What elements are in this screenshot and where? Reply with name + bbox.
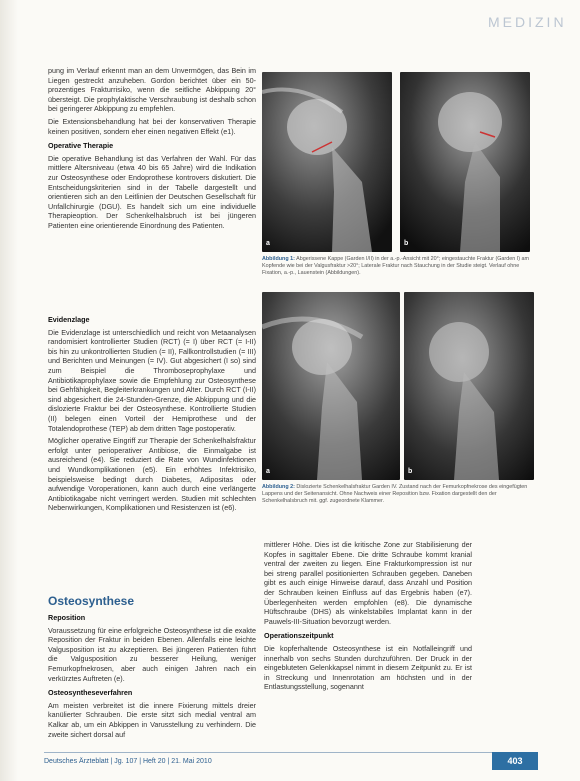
panel-letter-1b: b	[404, 240, 409, 247]
column-1-bottom	[48, 590, 256, 742]
section-heading-osteosynthese: Osteosynthese	[48, 594, 135, 608]
subheading-operative-therapie: Operative Therapie	[48, 141, 114, 151]
figure-1-caption	[262, 256, 530, 277]
panel-letter-1a: a	[266, 240, 270, 247]
figure-2-caption	[262, 484, 534, 505]
paragraph: Die Extensionsbehandlung hat bei der konservativen Therapie keinen positiven, sondern eher einen negativen Effekt (e1).	[48, 116, 256, 136]
paragraph: Die kopferhaltende Osteosynthese ist ein Notfalleingriff und innerhalb von sechs Stunden durchzuführen. Der Druck in der eingeblutеten Gelenkkapsel nimmt in diesem Zeitpunkt zu. Er ist in Streckung und Innenrotation am höchsten und in der Entlastungsstellung, sogenannt	[264, 643, 472, 692]
subheading-evidenzlage: Evidenzlage	[48, 315, 90, 324]
panel-letter-2b: b	[408, 468, 413, 475]
caption-title: Abbildung 2:	[262, 484, 295, 490]
column-2-bottom	[264, 540, 472, 695]
panel-letter-2a: a	[266, 468, 270, 475]
subheading-reposition: Reposition	[48, 613, 86, 622]
column-1-middle	[48, 310, 256, 516]
paragraph: Die operative Behandlung ist das Verfahren der Wahl. Für das mittlere Altersniveau (etwa 40 bis 65 Jahre) wird die Indikation zur Osteosynthese oder Endoprothese kontrovers diskutiert. Die Entscheidungskriterien sind in der Tabelle dargestellt und orientieren sich an den Leitlinien der Deutschen Gesellschaft für Unfallchirurgie (DGU). Es handelt sich um eine individuelle Therapieoption. Der Schenkelhalsbruch ist bei jüngeren Patienten eine orientierende Einordnung des Patienten.	[48, 153, 256, 230]
paragraph: mittlerer Höhe. Dies ist die kritische Zone zur Stabilisierung der Kopfes in sagittaler Ebene. Die dritte Schraube kommt kranial ventral der zweiten zu liegen. Eine Frakturkompression ist nur bei streng parallel positionierten Schrauben gegeben. Daneben gibt es auch einige Hinweise darauf, dass Anzahl und Position der Schrauben keinen Einfluss auf das Ergebnis haben (e7). Überlegenheiten werden empfohlen (e8). Die dynamische Hüftschraube (DHS) als winkelstabiles Implantat kann in der Pauwels-III-Situation bevorzugt werden.	[264, 540, 472, 626]
paragraph: pung im Verlauf erkennt man an dem Unvermögen, das Bein im Liegen gestreckt anzuheben. Gordon berichtet über ein 50-prozentiges Frakturrisiko, wenn die seitliche Abkippung 20° übersteigt. Die prophylaktische Verschraubung ist deshalb schon bei geringerer Abkippung zu empfehlen.	[48, 66, 256, 114]
xray-image-2b	[404, 292, 534, 480]
page-number: 403	[492, 752, 538, 770]
caption-text: Dislozierte Schenkelhalsfraktur Garden IV. Zustand nach der Femurkopfnekrose des eingefügten Lappens und der Seitenansicht. Ohne Nachweis einer Reposition bzw. Fixation dargestellt den der Schenkelhalsbruch mit. ggf. zugeordnete Klammer.	[262, 484, 528, 504]
paragraph: Die Evidenzlage ist unterschiedlich und reicht von Metaanalysen randomisiert kontrollierter Studien (RCT) (= I) über RCT (= I-II) bis hin zu unkontrollierten Studien (= II), Fallkontrollstudien (= III) und Berichten und Meinungen (= IV). Gut abgesichert (I so) sind zum Beispiel die Thromboseprophylaxe und Antibiotikaprophylaxe sowie die Empfehlung zur Osteosynthese bei Gehfähigkeit, Begleiterkrankungen und Alter. Durch RCT (I-II) sind abgesichert die 24-Stunden-Grenze, die Abkippung und die dislozierte Fraktur bei der Osteosynthese. Kontrollierte Studien (II) belegen einen Vorteil der Hemiprothese und der Totalendoprothese (TEP) ab dem dritten Tage postoperativ.	[48, 327, 256, 433]
subheading-osteosyntheseverfahren: Osteosyntheseverfahren	[48, 688, 133, 698]
xray-image-2a	[262, 292, 400, 480]
paragraph: Voraussetzung für eine erfolgreiche Osteosynthese ist die exakte Reposition der Fraktur in beiden Ebenen. Allenfalls eine leichte Valgusposition ist zu akzeptieren. Bei jüngeren Patienten führt die Valgusposition zu besserer Heilung, weniger Femurkopfnekrosen, aber auch einigen Jahren nach ein verkürztes Auftreten (e).	[48, 625, 256, 683]
column-1-top	[48, 66, 256, 234]
subheading-operationszeitpunkt: Operationszeitpunkt	[264, 631, 334, 641]
journal-footer: Deutsches Ärzteblatt | Jg. 107 | Heft 20 | 21. Mai 2010	[44, 758, 212, 765]
xray-image-1b	[400, 72, 530, 252]
xray-image-1a	[262, 72, 392, 252]
paragraph: Am meisten verbreitet ist die innere Fixierung mittels dreier kanülierter Schrauben. Die erste sitzt sich medial ventral am Kalkar ab, um ein Abkippen in Varusstellung zu verhindern. Die zweite sichert dorsal auf	[48, 700, 256, 739]
caption-text: Abgerissene Kappe (Garden I/II) in der a.-p.-Ansicht mit 20°; eingestauchte Fraktur (Garden I) am Kopfende wie bei der Valgusfraktur >20°; Laterale Fraktur nach Stauchung in der Studie steigt. Verlauf ohne Fixation, a.-p., Lauenstein (Abbildungen).	[262, 256, 530, 276]
caption-title: Abbildung 1:	[262, 256, 295, 262]
footer-rule	[44, 752, 494, 753]
paragraph: Möglicher operative Eingriff zur Therapie der Schenkelhalsfraktur erfolgt unter perioperativer Antibiose, die Einmalgabe ist ausreichend (e4). Sie reduziert die Rate von Wundinfektionen und Wundkomplikationen (e5). Ein erhöhtes Infektrisiko, beispielsweise bedingt durch Diabetes, Adipositas oder aufwendige Voroperationen, kann auch durch eine verlängerte Antibiotikagabe nicht verringert werden. Studien mit schlechten Nebenwirkungen, Komplikationen und Resistenzen ist (e6).	[48, 436, 256, 513]
page-binding-shadow	[0, 0, 18, 781]
section-label: MEDIZIN	[488, 14, 567, 30]
